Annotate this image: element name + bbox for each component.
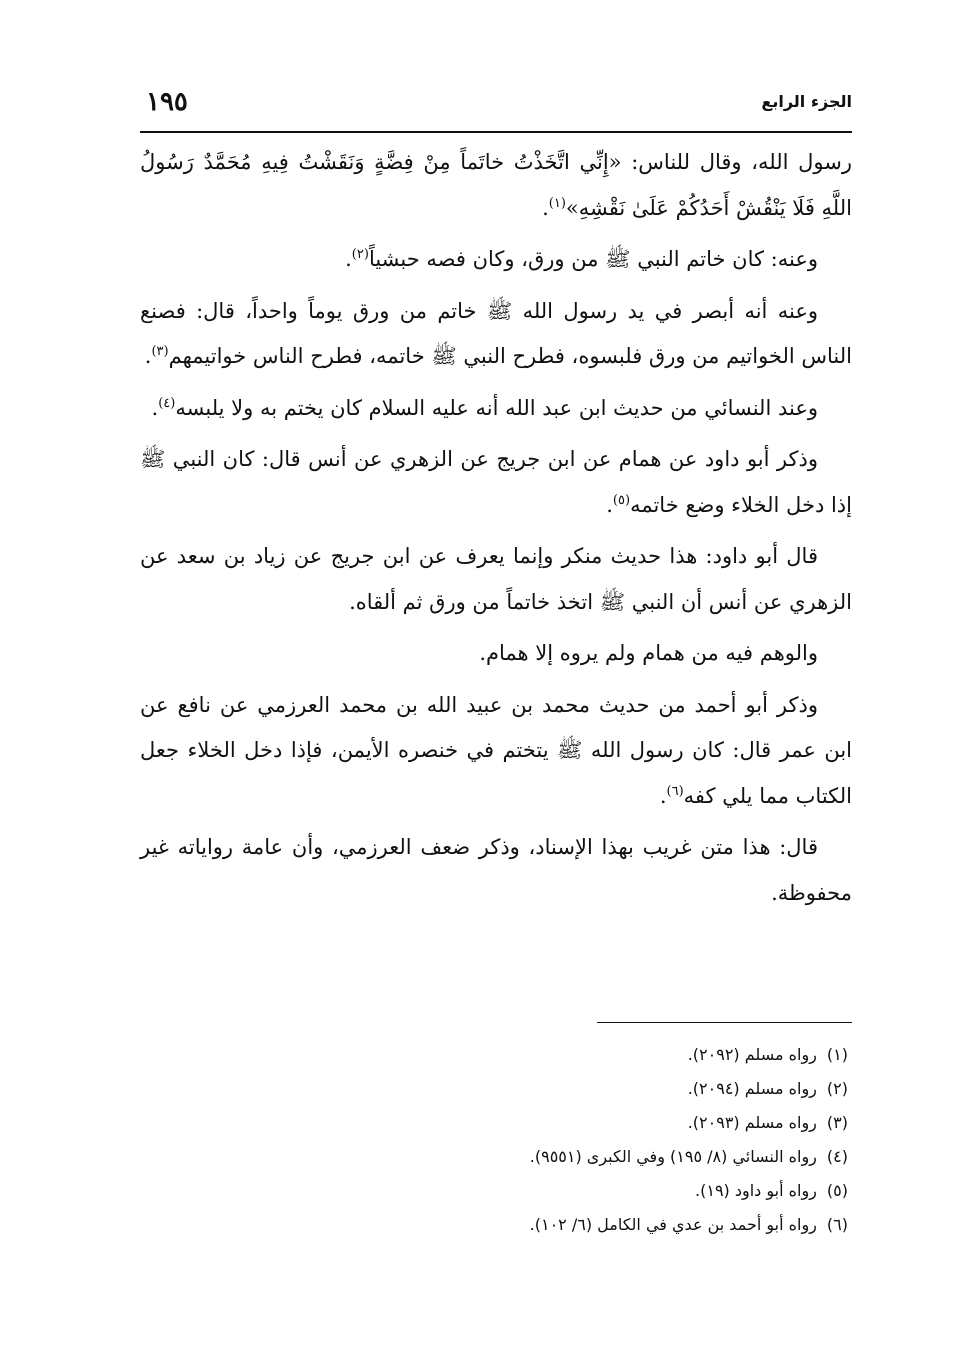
footnote (140, 1072, 852, 1106)
footnote-text: رواه مسلم (٢٠٩٣). (687, 1113, 817, 1132)
footnote-ref: (٣) (151, 344, 169, 359)
footnote (140, 1106, 852, 1140)
body-text (140, 140, 852, 922)
footnote-ref: (١) (548, 195, 566, 211)
footnote-text: رواه أبو داود (١٩). (695, 1181, 817, 1200)
paragraph-text: وذكر أبو أحمد من حديث محمد بن عبيد الله بن محمد العرزمي عن نافع عن ابن عمر قال: كان رسول الله ﷺ يتختم في خنصره الأيمن، فإذا دخل الخلاء جعل الكتاب مما يلي كفه (140, 692, 852, 808)
footnote-rule (597, 1022, 852, 1023)
footnote (140, 1174, 852, 1208)
footnote-number: (٥) (826, 1181, 848, 1200)
footnote (140, 1038, 852, 1072)
paragraph (140, 631, 852, 677)
paragraph-text: قال أبو داود: هذا حديث منكر وإنما يعرف عن ابن جريج عن زياد بن سعد عن الزهري عن أنس أن النبي ﷺ اتخذ خاتماً من ورق ثم ألقاه. (140, 544, 852, 614)
paragraph-text: والوهم فيه من همام ولم يروه إلا همام. (479, 641, 818, 665)
footnote-number: (٢) (826, 1079, 848, 1098)
paragraph (140, 386, 852, 432)
running-title: الجزء الرابع (761, 92, 852, 111)
footnote-number: (٣) (826, 1113, 848, 1132)
footnote-number: (٦) (826, 1215, 848, 1234)
paragraph (140, 237, 852, 283)
paragraph-end: . (144, 344, 152, 368)
paragraph (140, 289, 852, 380)
paragraph-end: . (151, 395, 159, 420)
footnote-text: رواه مسلم (٢٠٩٤). (687, 1079, 817, 1098)
paragraph-end: . (659, 783, 667, 808)
paragraph-text: قال: هذا متن غريب بهذا الإسناد، وذكر ضعف العرزمي، وأن عامة رواياته غير محفوظة. (140, 835, 852, 905)
page-header (140, 86, 852, 124)
header-rule (140, 131, 852, 133)
paragraph-end: . (345, 247, 352, 271)
paragraph (140, 683, 852, 820)
footnote-ref: (٤) (158, 395, 176, 411)
footnotes (140, 1038, 852, 1242)
footnote-text: رواه النسائي (٨/ ١٩٥) وفي الكبرى (٩٥٥١). (529, 1147, 817, 1166)
paragraph (140, 140, 852, 231)
paragraph-text: رسول الله، وقال للناس: «إِنِّي اتَّخَذْتُ خاتَماً مِنْ فِضَّةٍ وَنَقَشْتُ فِيهِ مُحَمَّدٌ رَسُولُ اللَّهِ فَلَا يَنْقُشْ أَحَدُكُمْ عَلَىٰ نَقْشِهِ» (140, 150, 852, 220)
footnote-text: رواه أبو أحمد بن عدي في الكامل (٦/ ١٠٢). (529, 1215, 817, 1234)
footnote-ref: (٦) (666, 783, 684, 799)
paragraph-end: . (606, 492, 613, 517)
footnote (140, 1140, 852, 1174)
paragraph-text: وعند النسائي من حديث ابن عبد الله أنه عليه السلام كان يختم به ولا يلبسه (175, 395, 818, 420)
paragraph (140, 437, 852, 528)
paragraph (140, 534, 852, 625)
footnote-ref: (٢) (351, 247, 369, 262)
footnote-number: (١) (826, 1045, 848, 1064)
footnote (140, 1208, 852, 1242)
footnote-number: (٤) (826, 1147, 848, 1166)
footnote-text: رواه مسلم (٢٠٩٢). (687, 1045, 817, 1064)
paragraph-text: وعنه أنه أبصر في يد رسول الله ﷺ خاتم من ورق يوماً واحداً، قال: فصنع الناس الخواتيم من ورق فلبسوه، فطرح النبي ﷺ خاتمه، فطرح الناس خواتيمهم (140, 298, 852, 368)
paragraph (140, 825, 852, 916)
paragraph-text: وعنه: كان خاتم النبي ﷺ من ورق، وكان فصه حبشياً (368, 247, 818, 271)
paragraph-text: وذكر أبو داود عن همام عن ابن جريج عن الزهري عن أنس قال: كان النبي ﷺ إذا دخل الخلاء وضع خاتمه (140, 447, 852, 517)
page-number: ١٩٥ (146, 87, 188, 117)
footnote-ref: (٥) (612, 492, 631, 508)
paragraph-end: . (542, 195, 549, 220)
